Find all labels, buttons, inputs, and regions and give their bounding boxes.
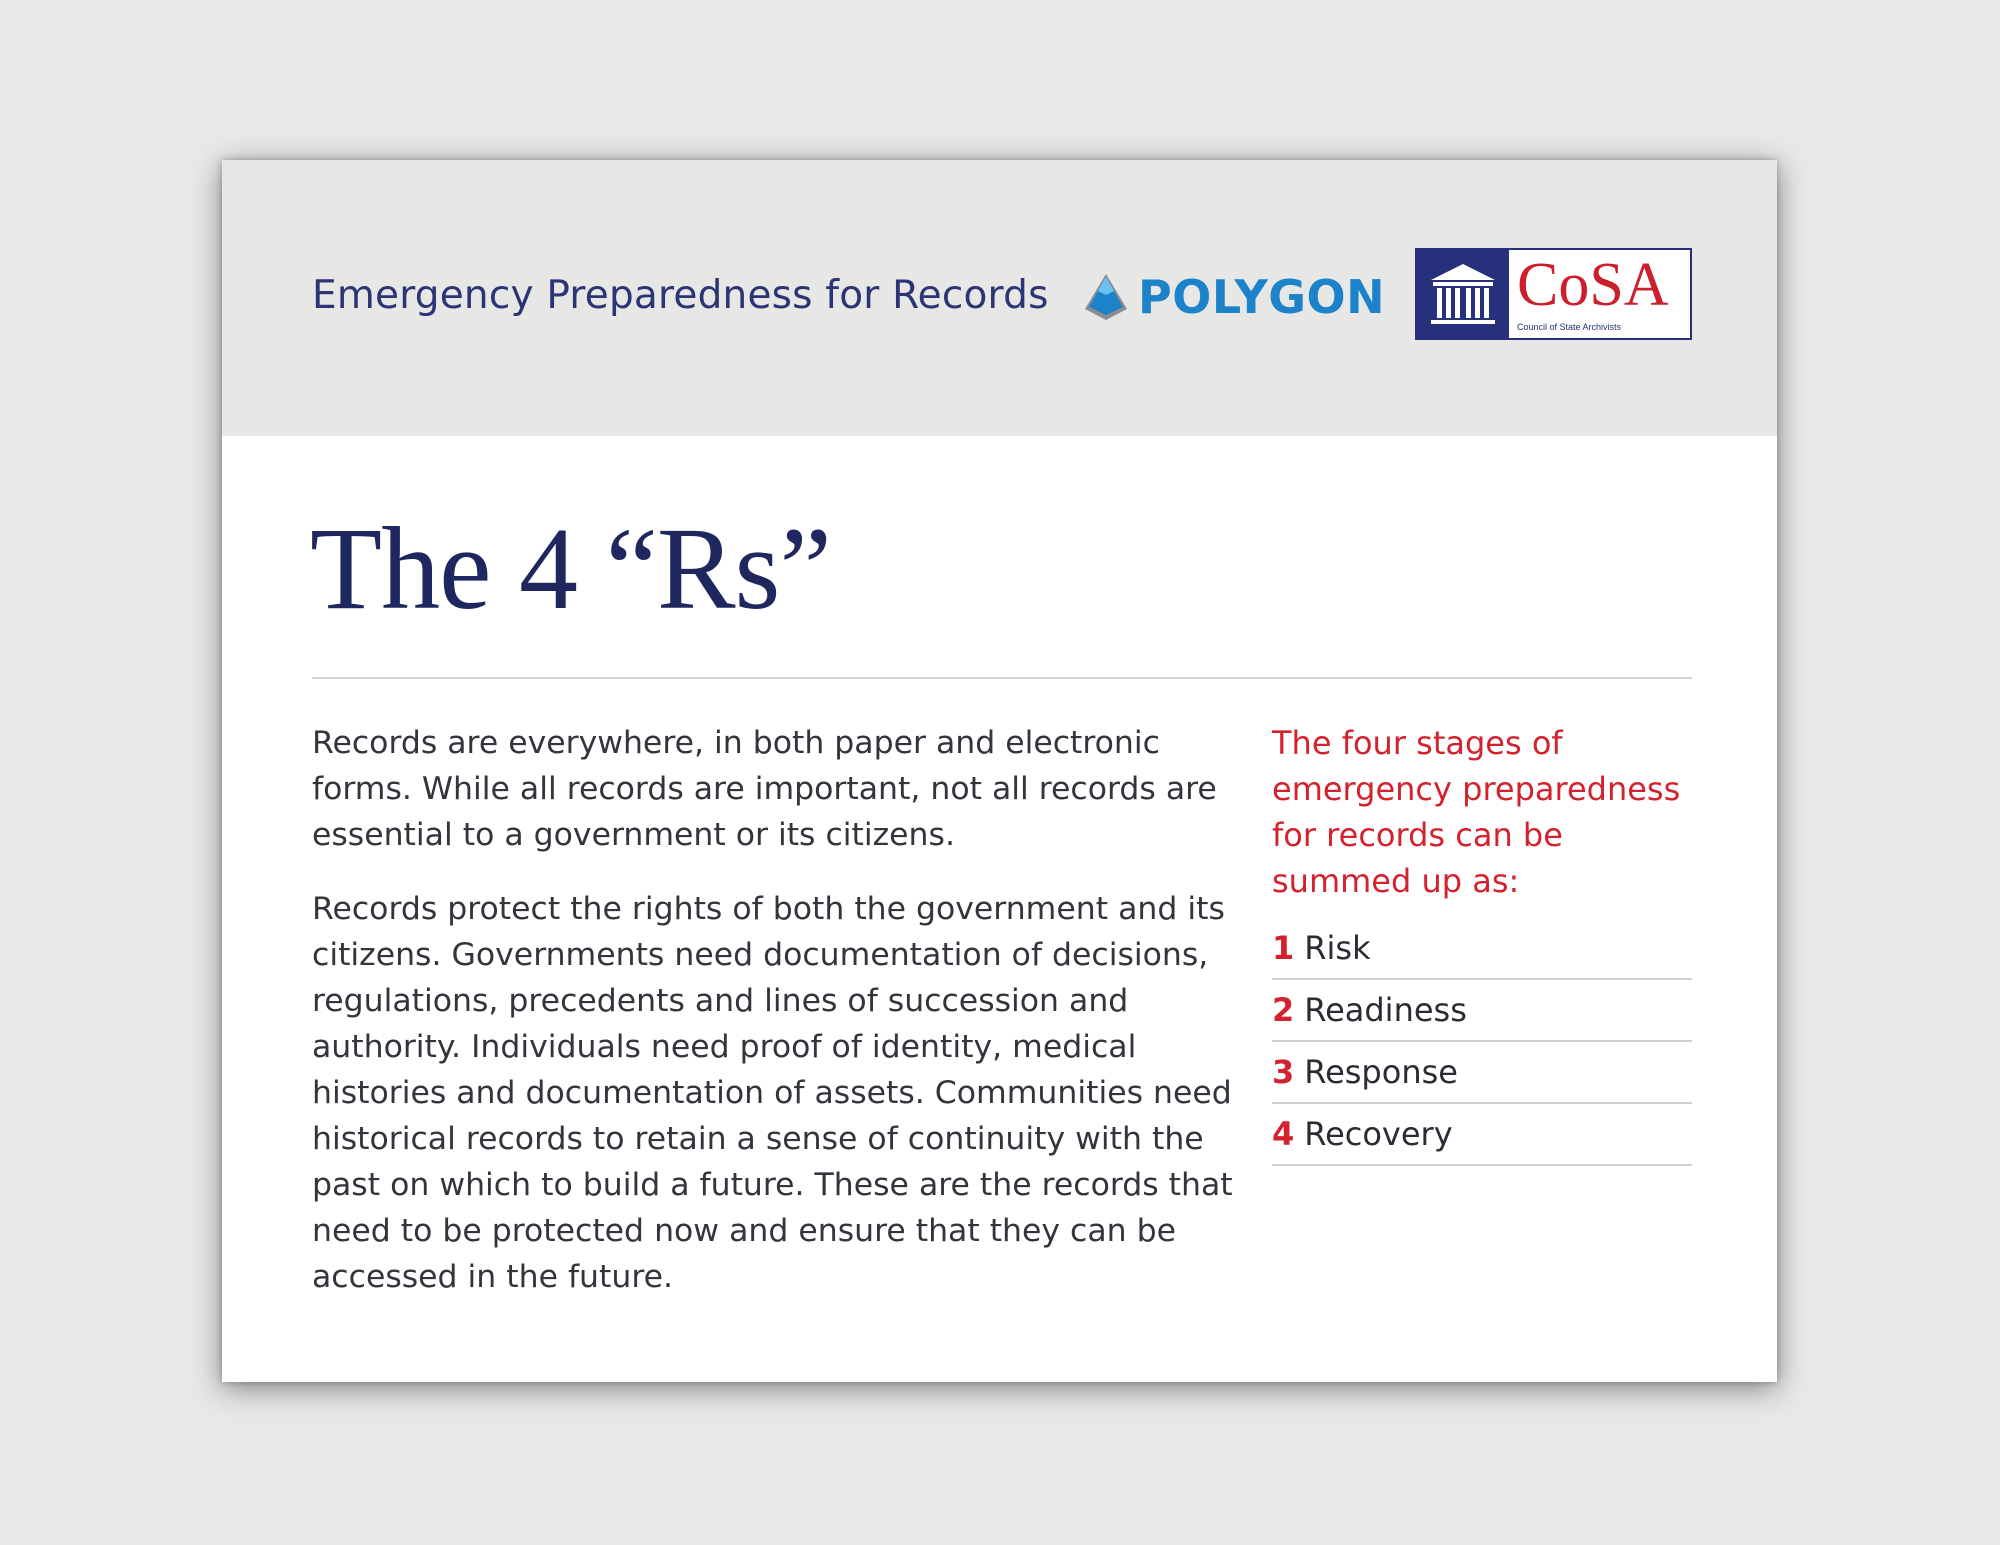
polygon-logo (1080, 269, 1385, 325)
cosa-logo-text-area (1509, 250, 1690, 338)
stage-label: Recovery (1304, 1115, 1453, 1153)
building-icon (1417, 250, 1509, 338)
stage-item-response (1272, 1042, 1692, 1104)
polygon-logo-text: POLYGON (1138, 270, 1386, 324)
stage-number: 4 (1272, 1115, 1295, 1153)
stages-intro: The four stages of emergency preparedness for records can be summed up as: (1272, 724, 1681, 900)
stages-list (1272, 918, 1692, 1166)
stage-item-readiness (1272, 980, 1692, 1042)
stage-number: 3 (1272, 1053, 1295, 1091)
stage-label: Risk (1304, 929, 1371, 967)
stage-number: 1 (1272, 929, 1295, 967)
body-paragraph: Records protect the rights of both the government and its citizens. Governments need documentation of decisions, regulations, precedents and lines of succession and authority. Individuals need proof of identity, medical histories and documentation of assets. Communities need historical records to retain a sense of continuity with the past on which to build a future. These are the records that need to be protected now and ensure that they can be accessed in the future. (312, 891, 1233, 1295)
stage-item-risk (1272, 918, 1692, 980)
body-text (312, 720, 1242, 1328)
title-divider (312, 677, 1692, 679)
stage-label: Readiness (1304, 991, 1467, 1029)
cosa-logo (1415, 248, 1692, 340)
document-header (222, 160, 1777, 436)
cosa-logo-subtitle: Council of State Archivists (1517, 322, 1622, 332)
stage-number: 2 (1272, 991, 1295, 1029)
document-card (222, 160, 1777, 1382)
cosa-logo-text: CoSA (1517, 251, 1669, 319)
stages-sidebar (1272, 720, 1692, 1166)
stage-label: Response (1304, 1053, 1458, 1091)
page-title: The 4 “Rs” (310, 503, 831, 634)
polygon-logo-icon (1080, 271, 1132, 323)
stage-item-recovery (1272, 1104, 1692, 1166)
header-title: Emergency Preparedness for Records (312, 273, 1049, 318)
body-paragraph: Records are everywhere, in both paper and electronic forms. While all records are important, not all records are essential to a government or its citizens. (312, 725, 1217, 853)
